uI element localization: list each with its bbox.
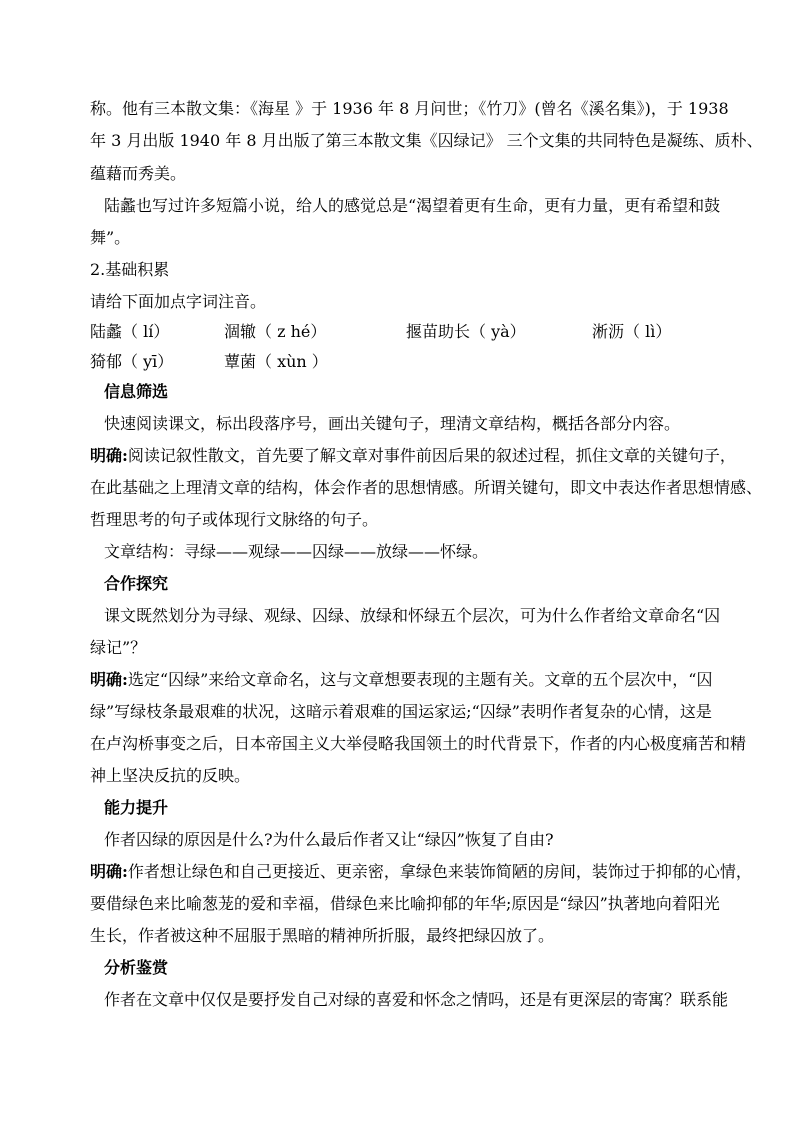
section-heading-fenxi: 分析鉴赏	[104, 958, 169, 977]
pinyin-item: 陆蠡（ lí）	[90, 322, 170, 341]
answer-label: 明确:	[90, 862, 128, 881]
answer-label: 明确:	[90, 446, 128, 465]
nengli-question: 作者囚绿的原因是什么?为什么最后作者又让“绿囚”恢复了自由?	[104, 830, 554, 849]
hezuo-answer-line-2: 绿”写绿枝条最艰难的状况，这暗示着艰难的国运家运;“囚绿”表明作者复杂的心情，这是	[90, 702, 712, 721]
xinxi-answer-line-2: 在此基础之上理清文章的结构，体会作者的思想情感。所谓关键句，即文中表达作者思想情感、	[90, 478, 763, 497]
answer-label: 明确:	[90, 670, 128, 689]
hezuo-question-line-2: 绿记”？	[90, 638, 147, 657]
hezuo-answer-line-1: 明确:选定“囚绿”来给文章命名，这与文章想要表现的主题有关。文章的五个层次中，“囚	[90, 670, 713, 689]
pinyin-item: 蕈菌（ xùn ）	[224, 352, 328, 371]
intro-line-1: 称。他有三本散文集：《海星 》于 1936 年 8 月问世；《竹刀》(曾名《溪名集》)，于 1938	[90, 99, 729, 118]
nengli-answer-line-2: 要借绿色来比喻葱茏的爱和幸福，借绿色来比喻抑郁的年华;原因是“绿囚”执著地向着阳光	[90, 894, 720, 913]
section-heading-basic: 2.基础积累	[90, 260, 170, 279]
section-heading-xinxi: 信息筛选	[104, 382, 169, 401]
intro-line-5: 舞”。	[90, 228, 131, 247]
pinyin-item: 涸辙（ z hé）	[224, 322, 327, 341]
nengli-answer-line-1: 明确:作者想让绿色和自己更接近、更亲密，拿绿色来装饰简陋的房间，装饰过于抑郁的心情，	[90, 862, 752, 881]
nengli-answer-line-3: 生长，作者被这种不屈服于黑暗的精神所折服，最终把绿囚放了。	[90, 926, 555, 945]
intro-line-3: 蕴藉而秀美。	[90, 164, 187, 183]
intro-line-2: 年 3 月出版 1940 年 8 月出版了第三本散文集《囚绿记》 三个文集的共同特色是凝练、质朴、	[90, 131, 763, 150]
xinxi-answer-line-3: 哲理思考的句子或体现行文脉络的句子。	[90, 510, 379, 529]
pinyin-item: 揠苗助长（ yà）	[406, 322, 526, 341]
section-prompt: 请给下面加点字词注音。	[90, 292, 267, 311]
xinxi-structure: 文章结构：寻绿——观绿——囚绿——放绿——怀绿。	[104, 542, 489, 561]
pinyin-item: 淅沥（ lì）	[592, 322, 672, 341]
xinxi-answer-line-1: 明确:阅读记叙性散文，首先要了解文章对事件前因后果的叙述过程，抓住文章的关键句子，	[90, 446, 736, 465]
pinyin-item: 猗郁（ yī）	[90, 352, 174, 371]
hezuo-question-line-1: 课文既然划分为寻绿、观绿、囚绿、放绿和怀绿五个层次，可为什么作者给文章命名“囚	[104, 606, 721, 625]
hezuo-answer-line-4: 神上坚决反抗的反映。	[90, 766, 251, 785]
intro-line-4: 陆蠡也写过许多短篇小说，给人的感觉总是“渴望着更有生命，更有力量，更有希望和鼓	[104, 196, 721, 215]
section-heading-hezuo: 合作探究	[104, 574, 169, 593]
section-heading-nengli: 能力提升	[104, 798, 169, 817]
xinxi-task: 快速阅读课文，标出段落序号，画出关键句子，理清文章结构，概括各部分内容。	[104, 414, 681, 433]
fenxi-question-line-1: 作者在文章中仅仅是要抒发自己对绿的喜爱和怀念之情吗，还是有更深层的寄寓？联系能	[104, 990, 729, 1009]
hezuo-answer-line-3: 在卢沟桥事变之后，日本帝国主义大举侵略我国领土的时代背景下，作者的内心极度痛苦和精	[90, 734, 747, 753]
